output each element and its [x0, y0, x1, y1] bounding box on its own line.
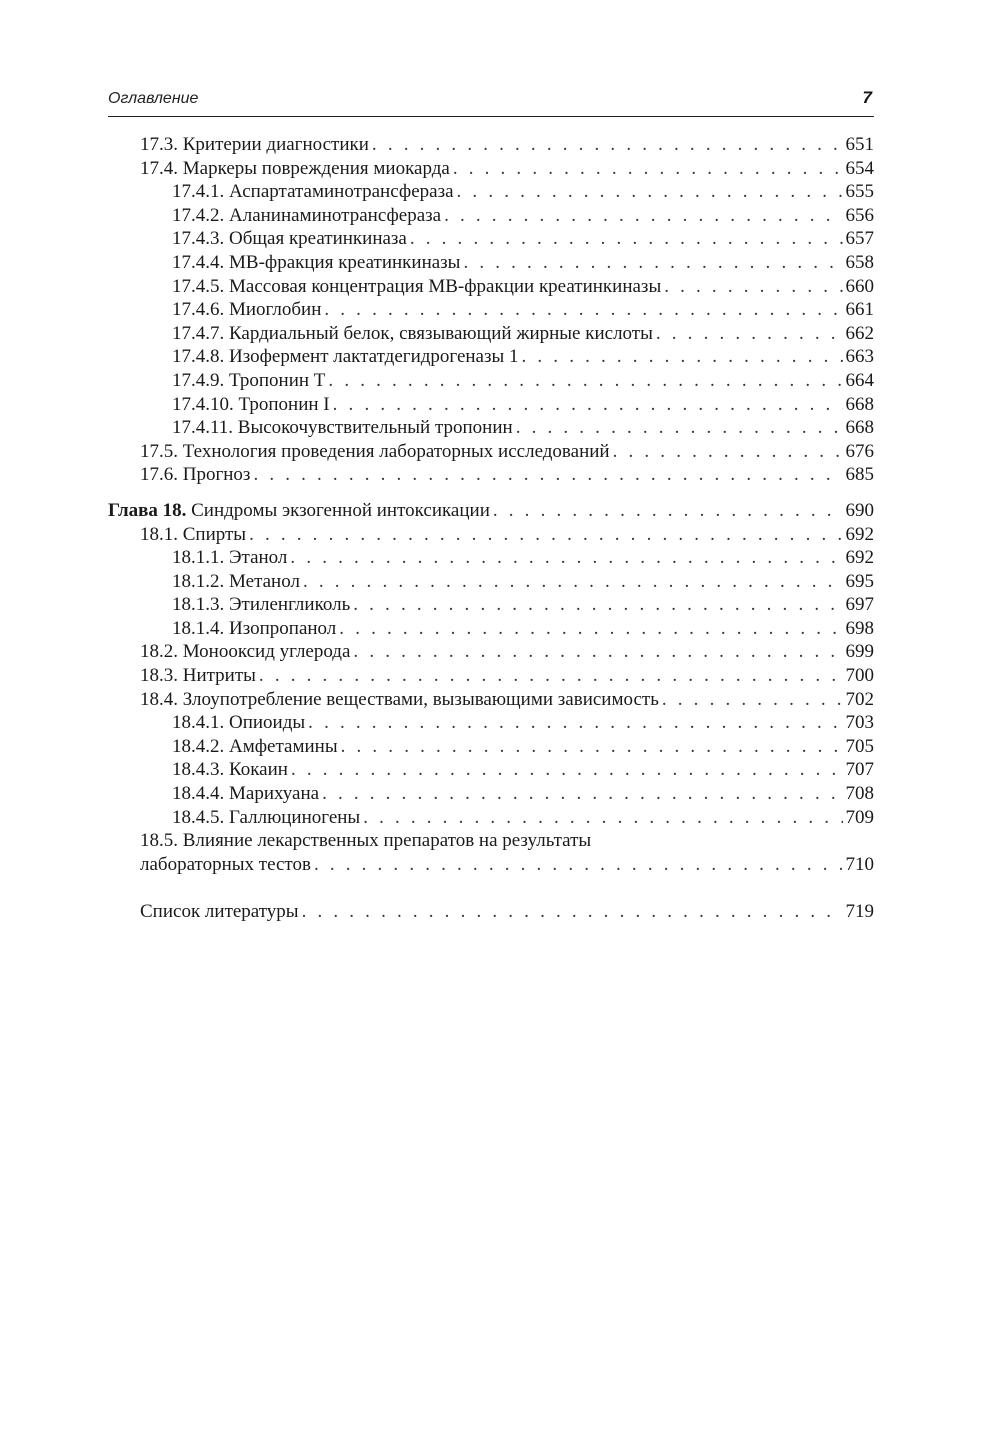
toc-entry-page: 699: [845, 641, 874, 663]
toc-entry-label: 17.3. Критерии диагностики: [140, 134, 369, 155]
toc-entry-label: 17.4.11. Высокочувствительный тропонин: [172, 417, 513, 439]
dot-leader: [314, 853, 843, 877]
toc-entry-page: 657: [845, 228, 874, 250]
toc-entry-page: 700: [845, 665, 874, 687]
toc-entry[interactable]: [108, 180, 874, 204]
toc-entry[interactable]: [108, 393, 874, 417]
dot-leader: [662, 688, 843, 712]
toc-entry[interactable]: [108, 617, 874, 641]
toc-entry-label-line2: лабораторных тестов: [140, 853, 311, 875]
dot-leader: [444, 204, 842, 228]
toc-entry-page: 655: [845, 181, 874, 203]
toc-entry-label: [108, 499, 493, 523]
toc-entry[interactable]: [108, 416, 874, 440]
dot-leader: [303, 570, 843, 594]
dot-leader: [290, 546, 842, 570]
toc-entry-page: 707: [845, 759, 874, 781]
toc-entry-references[interactable]: [108, 900, 874, 924]
dot-leader: [372, 133, 843, 157]
toc-entry[interactable]: [108, 440, 874, 464]
dot-leader: [353, 593, 842, 617]
spacer: [108, 487, 874, 499]
toc-entry-page: 668: [845, 393, 874, 415]
toc-entry[interactable]: [108, 711, 874, 735]
toc-entry-page: 692: [845, 523, 874, 545]
toc-entry[interactable]: [108, 664, 874, 688]
toc-entry-label: 18.1.3. Этиленгликоль: [172, 594, 351, 616]
toc-entry[interactable]: [108, 369, 874, 393]
dot-leader: [324, 298, 842, 322]
toc-entry[interactable]: [108, 463, 874, 487]
running-header: [108, 88, 874, 117]
toc-entry[interactable]: [108, 735, 874, 759]
toc-entry-label: 17.4.8. Изофермент лактатдегидрогеназы 1: [172, 346, 519, 368]
toc-entry[interactable]: [108, 570, 874, 594]
toc-entry-label: 17.4. Маркеры повреждения миокарда: [140, 157, 450, 179]
toc-entry-label: 18.3. Нитриты: [140, 665, 256, 687]
toc-entry-page: 690: [845, 499, 874, 521]
toc-entry-label: 17.4.3. Общая креатинкиназа: [172, 228, 407, 250]
toc-entry[interactable]: [108, 204, 874, 228]
toc-entry-page: 709: [845, 806, 874, 828]
toc-entry[interactable]: [108, 322, 874, 346]
toc-entry-label: 17.4.6. Миоглобин: [172, 299, 322, 321]
toc-entry-label: 18.4.3. Кокаин: [172, 759, 288, 781]
toc-entry-label: 18.2. Монооксид углерода: [140, 641, 351, 663]
toc-entry-label: 18.1.2. Метанол: [172, 570, 300, 592]
dot-leader: [463, 251, 842, 275]
toc-entry-page: 656: [845, 204, 874, 226]
toc-entry-page: 664: [845, 369, 874, 391]
toc-entry-line2: [108, 853, 874, 877]
toc-entry-page: 695: [845, 570, 874, 592]
toc-section-chapter-18: [108, 523, 874, 830]
dot-leader: [253, 463, 842, 487]
toc-entry-label: Список литературы: [140, 901, 299, 923]
dot-leader: [493, 499, 843, 523]
dot-leader: [339, 617, 842, 641]
toc-chapter-18[interactable]: [108, 499, 874, 523]
spacer: [108, 876, 874, 900]
chapter-prefix: Глава 18.: [108, 499, 187, 521]
toc-section-chapter-17: [108, 133, 874, 487]
toc-entry-label: 17.4.4. МВ-фракция креатинкиназы: [172, 251, 461, 273]
toc-entry-label: 18.4.5. Галлюциногены: [172, 806, 361, 828]
toc-entry-page: 658: [845, 251, 874, 273]
header-page-number: 7: [862, 88, 872, 107]
toc-entry-page: 685: [845, 464, 874, 486]
toc-entry-label: 18.4.4. Марихуана: [172, 783, 320, 805]
toc-entry[interactable]: [108, 758, 874, 782]
toc-entry[interactable]: [108, 275, 874, 299]
dot-leader: [522, 345, 843, 369]
toc-entry-page: 663: [845, 346, 874, 368]
toc-entry[interactable]: [108, 782, 874, 806]
toc-entry-label: 17.4.2. Аланинаминотрансфераза: [172, 204, 442, 226]
dot-leader: [410, 227, 843, 251]
dot-leader: [259, 664, 843, 688]
toc-entry-page: 676: [845, 440, 874, 462]
toc-entry[interactable]: [108, 546, 874, 570]
header-title: Оглавление: [108, 90, 199, 107]
toc-entry-page: 702: [845, 688, 874, 710]
dot-leader: [341, 735, 843, 759]
dot-leader: [308, 711, 842, 735]
toc-entry-label: 18.4.1. Опиоиды: [172, 712, 306, 734]
toc-entry-label: 18.4.2. Амфетамины: [172, 735, 338, 757]
toc-entry-18-5[interactable]: [108, 829, 874, 876]
table-of-contents: [108, 133, 874, 924]
dot-leader: [333, 393, 843, 417]
toc-entry[interactable]: [108, 806, 874, 830]
toc-entry-page: 719: [845, 901, 874, 923]
toc-entry[interactable]: [108, 593, 874, 617]
toc-entry[interactable]: [108, 133, 874, 157]
toc-entry-label: 17.4.9. Тропонин Т: [172, 369, 326, 391]
toc-entry-page: 710: [845, 853, 874, 875]
dot-leader: [322, 782, 842, 806]
toc-entry-page: 698: [845, 617, 874, 639]
chapter-title: Синдромы экзогенной интоксикации: [191, 499, 490, 521]
dot-leader: [363, 806, 842, 830]
toc-entry-page: 703: [845, 712, 874, 734]
dot-leader: [249, 523, 842, 547]
toc-entry-label: 18.1.4. Изопропанол: [172, 617, 337, 639]
dot-leader: [291, 758, 843, 782]
toc-entry-label: 17.4.7. Кардиальный белок, связывающий жирные кислоты: [172, 322, 653, 344]
toc-entry-label: 18.4. Злоупотребление веществами, вызывающими зависимость: [140, 688, 659, 710]
dot-leader: [656, 322, 843, 346]
dot-leader: [516, 416, 843, 440]
toc-entry-page: 708: [845, 783, 874, 805]
toc-entry-page: 692: [845, 547, 874, 569]
toc-entry[interactable]: [108, 251, 874, 275]
toc-entry-label: 18.1.1. Этанол: [172, 547, 288, 569]
toc-entry-page: 662: [845, 322, 874, 344]
toc-entry-page: 654: [845, 157, 874, 179]
toc-entry[interactable]: [108, 345, 874, 369]
dot-leader: [664, 275, 842, 299]
toc-entry-label-line1: 18.5. Влияние лекарственных препаратов на результаты: [140, 830, 592, 852]
toc-entry-label: 18.1. Спирты: [140, 523, 247, 545]
toc-entry-page: 661: [845, 299, 874, 321]
dot-leader: [353, 640, 842, 664]
toc-entry-page: 651: [845, 134, 874, 155]
toc-entry-page: 668: [845, 417, 874, 439]
toc-entry-page: 705: [845, 735, 874, 757]
toc-entry[interactable]: [108, 688, 874, 712]
dot-leader: [328, 369, 842, 393]
dot-leader: [453, 157, 843, 181]
toc-entry-label: 17.4.5. Массовая концентрация МВ-фракции креатинкиназы: [172, 275, 662, 297]
toc-entry-label: 17.4.1. Аспартатаминотрансфераза: [172, 181, 454, 203]
dot-leader: [613, 440, 843, 464]
dot-leader: [302, 900, 843, 924]
dot-leader: [457, 180, 843, 204]
toc-entry-page: 660: [845, 275, 874, 297]
toc-entry-label: 17.5. Технология проведения лабораторных исследований: [140, 440, 610, 462]
toc-entry-page: 697: [845, 594, 874, 616]
toc-entry[interactable]: [108, 227, 874, 251]
toc-entry-label: 17.4.10. Тропонин I: [172, 393, 330, 415]
toc-entry[interactable]: [108, 523, 874, 547]
toc-entry-label: 17.6. Прогноз: [140, 464, 251, 486]
toc-entry[interactable]: [108, 157, 874, 181]
toc-entry[interactable]: [108, 298, 874, 322]
toc-entry[interactable]: [108, 640, 874, 664]
